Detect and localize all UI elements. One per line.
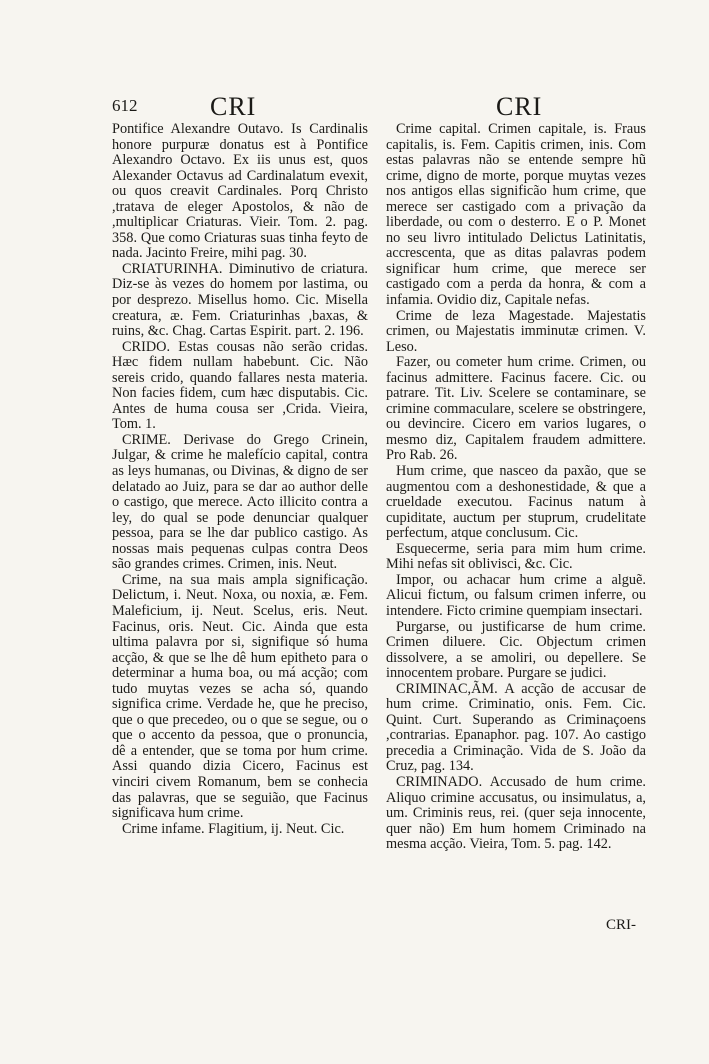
dictionary-entry: Esquecerme, seria para mim hum crime. Mihi nefas sit oblivisci, &c. Cic. [386,540,646,573]
dictionary-entry: Crime capital. Crimen capitale, is. Fraus capitalis, is. Fem. Capitis crimen, inis. Com estas palavras não se entende sempre hũ crime, digno de morte, porque muytas vezes nos antigos ellas significão hum crime, que merece ser castigado com a privação da liberdade, ou com o desterro. E o P. Monet no seu livro intitulado Delictus Latinitatis, accrescenta, que as ditas palavras podem significar hum crime, que merece ser castigado com a perda da honra, & com a infamia. Ovidio diz, Capitale nefas. [386,121,646,309]
dictionary-entry: Purgarse, ou justificarse de hum crime. Crimen diluere. Cic. Objectum crimen dissolvere, a se amoliri, ou depellere. Se innocentem probare. Purgare se judici. [386,618,646,682]
right-column [386,122,646,853]
left-column [112,122,368,837]
dictionary-entry: Crime, na sua mais ampla significação. Delictum, i. Neut. Noxa, ou noxia, æ. Fem. Maleficium, ij. Neut. Scelus, eris. Neut. Facinus, oris. Neut. Cic. Ainda que esta ultima palavra por si, signifique só huma acção, & que se lhe dê hum epitheto para o determinar a huma boa, ou má acção; com tudo muytas vezes se acha só, quando significa crime. Verdade he, que he preciso, que o que precedeo, ou o que se segue, ou o que o accento da pessoa, que o pronuncia, dê a entender, que se toma por hum crime. Assi quando dizia Cicero, Facinus est vinciri civem Romanum, bem se conhecia das palavras, que se seguião, que Facinus significava hum crime. [112,571,368,822]
dictionary-entry: Crime de leza Magestade. Majestatis crimen, ou Majestatis imminutæ crimen. V. Leso. [386,307,646,355]
page-number: 612 [112,96,138,115]
dictionary-entry: CRIDO. Estas cousas não serão cridas. Hæc fidem nullam habebunt. Cic. Não sereis crido, quando fallares nesta materia. Non facies fidem, cum hæc disputabis. Cic. Antes de huma cousa ser ,Crida. Vieira, Tom. 1. [112,338,368,433]
dictionary-entry: Hum crime, que nasceo da paxão, que se augmentou com a deshonestidade, & que a crueldade executou. Facinus natum à cupiditate, auctum per stuprum, crudelitate perfectum, atque conclusum. Cic. [386,463,646,542]
dictionary-entry: Fazer, ou cometer hum crime. Crimen, ou facinus admittere. Facinus facere. Cic. ou patrare. Tit. Liv. Scelere se contaminare, se crimine commaculare, scelere se obstringere, ou devincire. Cicero em varios lugares, o mesmo diz, Capitalem fraudem admittere. Pro Rab. 26. [386,354,646,464]
running-head-left: CRI [210,92,257,121]
dictionary-entry: Impor, ou achacar hum crime a alguẽ. Alicui fictum, ou falsum crimen inferre, ou intendere. Ficto crimine quempiam insectari. [386,571,646,619]
dictionary-entry: CRIMINADO. Accusado de hum crime. Aliquo crimine accusatus, ou insimulatus, a, um. Criminis reus, rei. (quer seja innocente, quer não) Em hum homem Criminado na mesma acção. Vieira, Tom. 5. pag. 142. [386,773,646,853]
dictionary-entry: CRIATURINHA. Diminutivo de criatura. Diz-se às vezes do homem por lastima, ou por desprezo. Misellus homo. Cic. Misella creatura, æ. Fem. Criaturinhas ,baxas, & ruins, &c. Chag. Cartas Espirit. part. 2. 196. [112,260,368,340]
dictionary-entry: Pontifice Alexandre Outavo. Is Cardinalis honore purpuræ donatus est à Pontifice Alexandro Octavo. Ex iis unus est, quos Alexander Octavus ad Cardinalatum evexit, ou quos creavit Cardinales. Porq Christo ,tratava de eleger Apostolos, & não de ,multiplicar Criaturas. Vieir. Tom. 2. pag. 358. Que como Criaturas suas tinha feyto de nada. Jacinto Freire, mihi pag. 30. [112,121,368,262]
dictionary-entry: CRIME. Derivase do Grego Crinein, Julgar, & crime he malefício capital, contra as leys humanas, ou Divinas, & digno de ser delatado ao Juiz, para se dar ao author delle o castigo, que merece. Acto illicito contra a ley, do qual se pode denunciar qualquer pessoa, para se lhe dar publico castigo. As nossas mais pequenas culpas contra Deos são grandes crimes. Crimen, inis. Neut. [112,431,368,573]
dictionary-entry: CRIMINAC,ÃM. A acção de accusar de hum crime. Criminatio, onis. Fem. Cic. Quint. Curt. Superando as Criminaçoens ,contrarias. Epanaphor. pag. 107. Ao castigo precedia a Criminação. Vida de S. João da Cruz, pag. 134. [386,680,646,775]
running-head-right: CRI [496,92,543,121]
catchword: CRI- [606,917,636,933]
dictionary-entry: Crime infame. Flagitium, ij. Neut. Cic. [122,820,345,837]
